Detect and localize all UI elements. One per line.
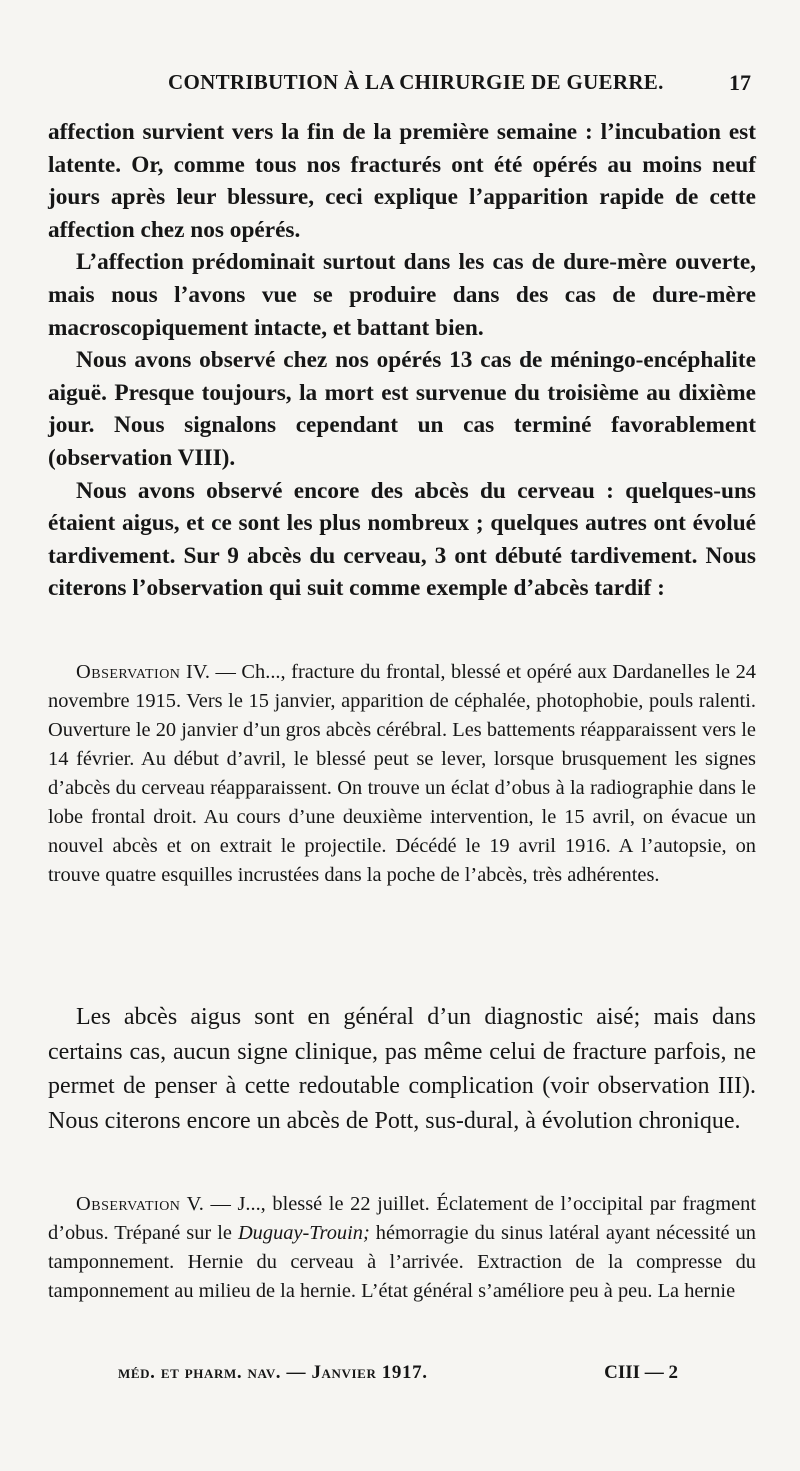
- observation-v-text-after: hémorragie du sinus latéral ayant nécessité un tamponnement. Hernie du cerveau à l’arrivée. Extraction de la compresse du tamponnement au milieu de la hernie. L’état général s’améliore peu à peu. La hernie: [48, 1222, 756, 1302]
- observation-v-ship-name: Duguay-Trouin;: [237, 1222, 370, 1244]
- page-footer: [118, 1362, 678, 1392]
- observation-v: [48, 1190, 756, 1306]
- footer-signature: CIII — 2: [604, 1362, 678, 1383]
- header-title: CONTRIBUTION À LA CHIRURGIE DE GUERRE.: [168, 70, 664, 94]
- observation-iv: [48, 658, 756, 890]
- running-header: [48, 70, 753, 104]
- paragraph-1: affection survient vers la fin de la première semaine : l’incubation est latente. Or, comme tous nos fracturés ont été opérés au moins neuf jours après leur blessure, ceci explique l’apparition rapide de cette affection chez nos opérés.: [48, 119, 756, 243]
- paragraph-acute-abscess: Les abcès aigus sont en général d’un diagnostic aisé; mais dans certains cas, aucun signe clinique, pas même celui de fracture parfois, ne permet de penser à cette redoutable complication (voir observation III). Nous citerons encore un abcès de Pott, sus-dural, à évolution chronique.: [48, 1004, 756, 1134]
- observation-v-text-before: — J..., blessé le 22 juillet. Éclatement de l’occipital par fragment d’obus. Trépané sur le: [48, 1193, 757, 1244]
- footer-journal: méd. et pharm. nav. — Janvier 1917.: [118, 1362, 428, 1383]
- paragraph-4: Nous avons observé encore des abcès du cerveau : quelques-uns étaient aigus, et ce sont les plus nombreux ; quelques autres ont évolué tardivement. Sur 9 abcès du cerveau, 3 ont débuté tardivement. Nous citerons l’observation qui suit comme exemple d’abcès tardif :: [48, 477, 756, 602]
- observation-iv-number: IV.: [185, 661, 210, 683]
- paragraph-2: L’affection prédominait surtout dans les cas de dure-mère ouverte, mais nous l’avons vue se produire dans des cas de dure-mère macroscopiquement intacte, et battant bien.: [48, 249, 756, 341]
- observation-v-label: Observation: [76, 1193, 181, 1215]
- main-text-block: [48, 116, 756, 605]
- observation-v-number: V.: [186, 1193, 204, 1215]
- observation-iv-text: — Ch..., fracture du frontal, blessé et opéré aux Dardanelles le 24 novembre 1915. Vers le 15 janvier, apparition de céphalée, photophobie, pouls ralenti. Ouverture le 20 janvier d’un gros abcès cérébral. Les battements réapparaissent vers le 14 février. Au début d’avril, le blessé peut se lever, lorsque brusquement les signes d’abcès du cerveau réapparaissent. On trouve un éclat d’obus à la radiographie dans le lobe frontal droit. Au cours d’une deuxième intervention, le 15 avril, on évacue un nouvel abcès et on extrait le projectile. Décédé le 19 avril 1916. A l’autopsie, on trouve quatre esquilles incrustées dans la poche de l’abcès, très adhérentes.: [48, 661, 756, 886]
- page-number: 17: [729, 70, 751, 95]
- observation-iv-label: Observation: [76, 661, 181, 683]
- paragraph-3: Nous avons observé chez nos opérés 13 cas de méningo-encéphalite aiguë. Presque toujours, la mort est survenue du troisième au dixième jour. Nous signalons cependant un cas terminé favorablement (observation VIII).: [48, 347, 756, 471]
